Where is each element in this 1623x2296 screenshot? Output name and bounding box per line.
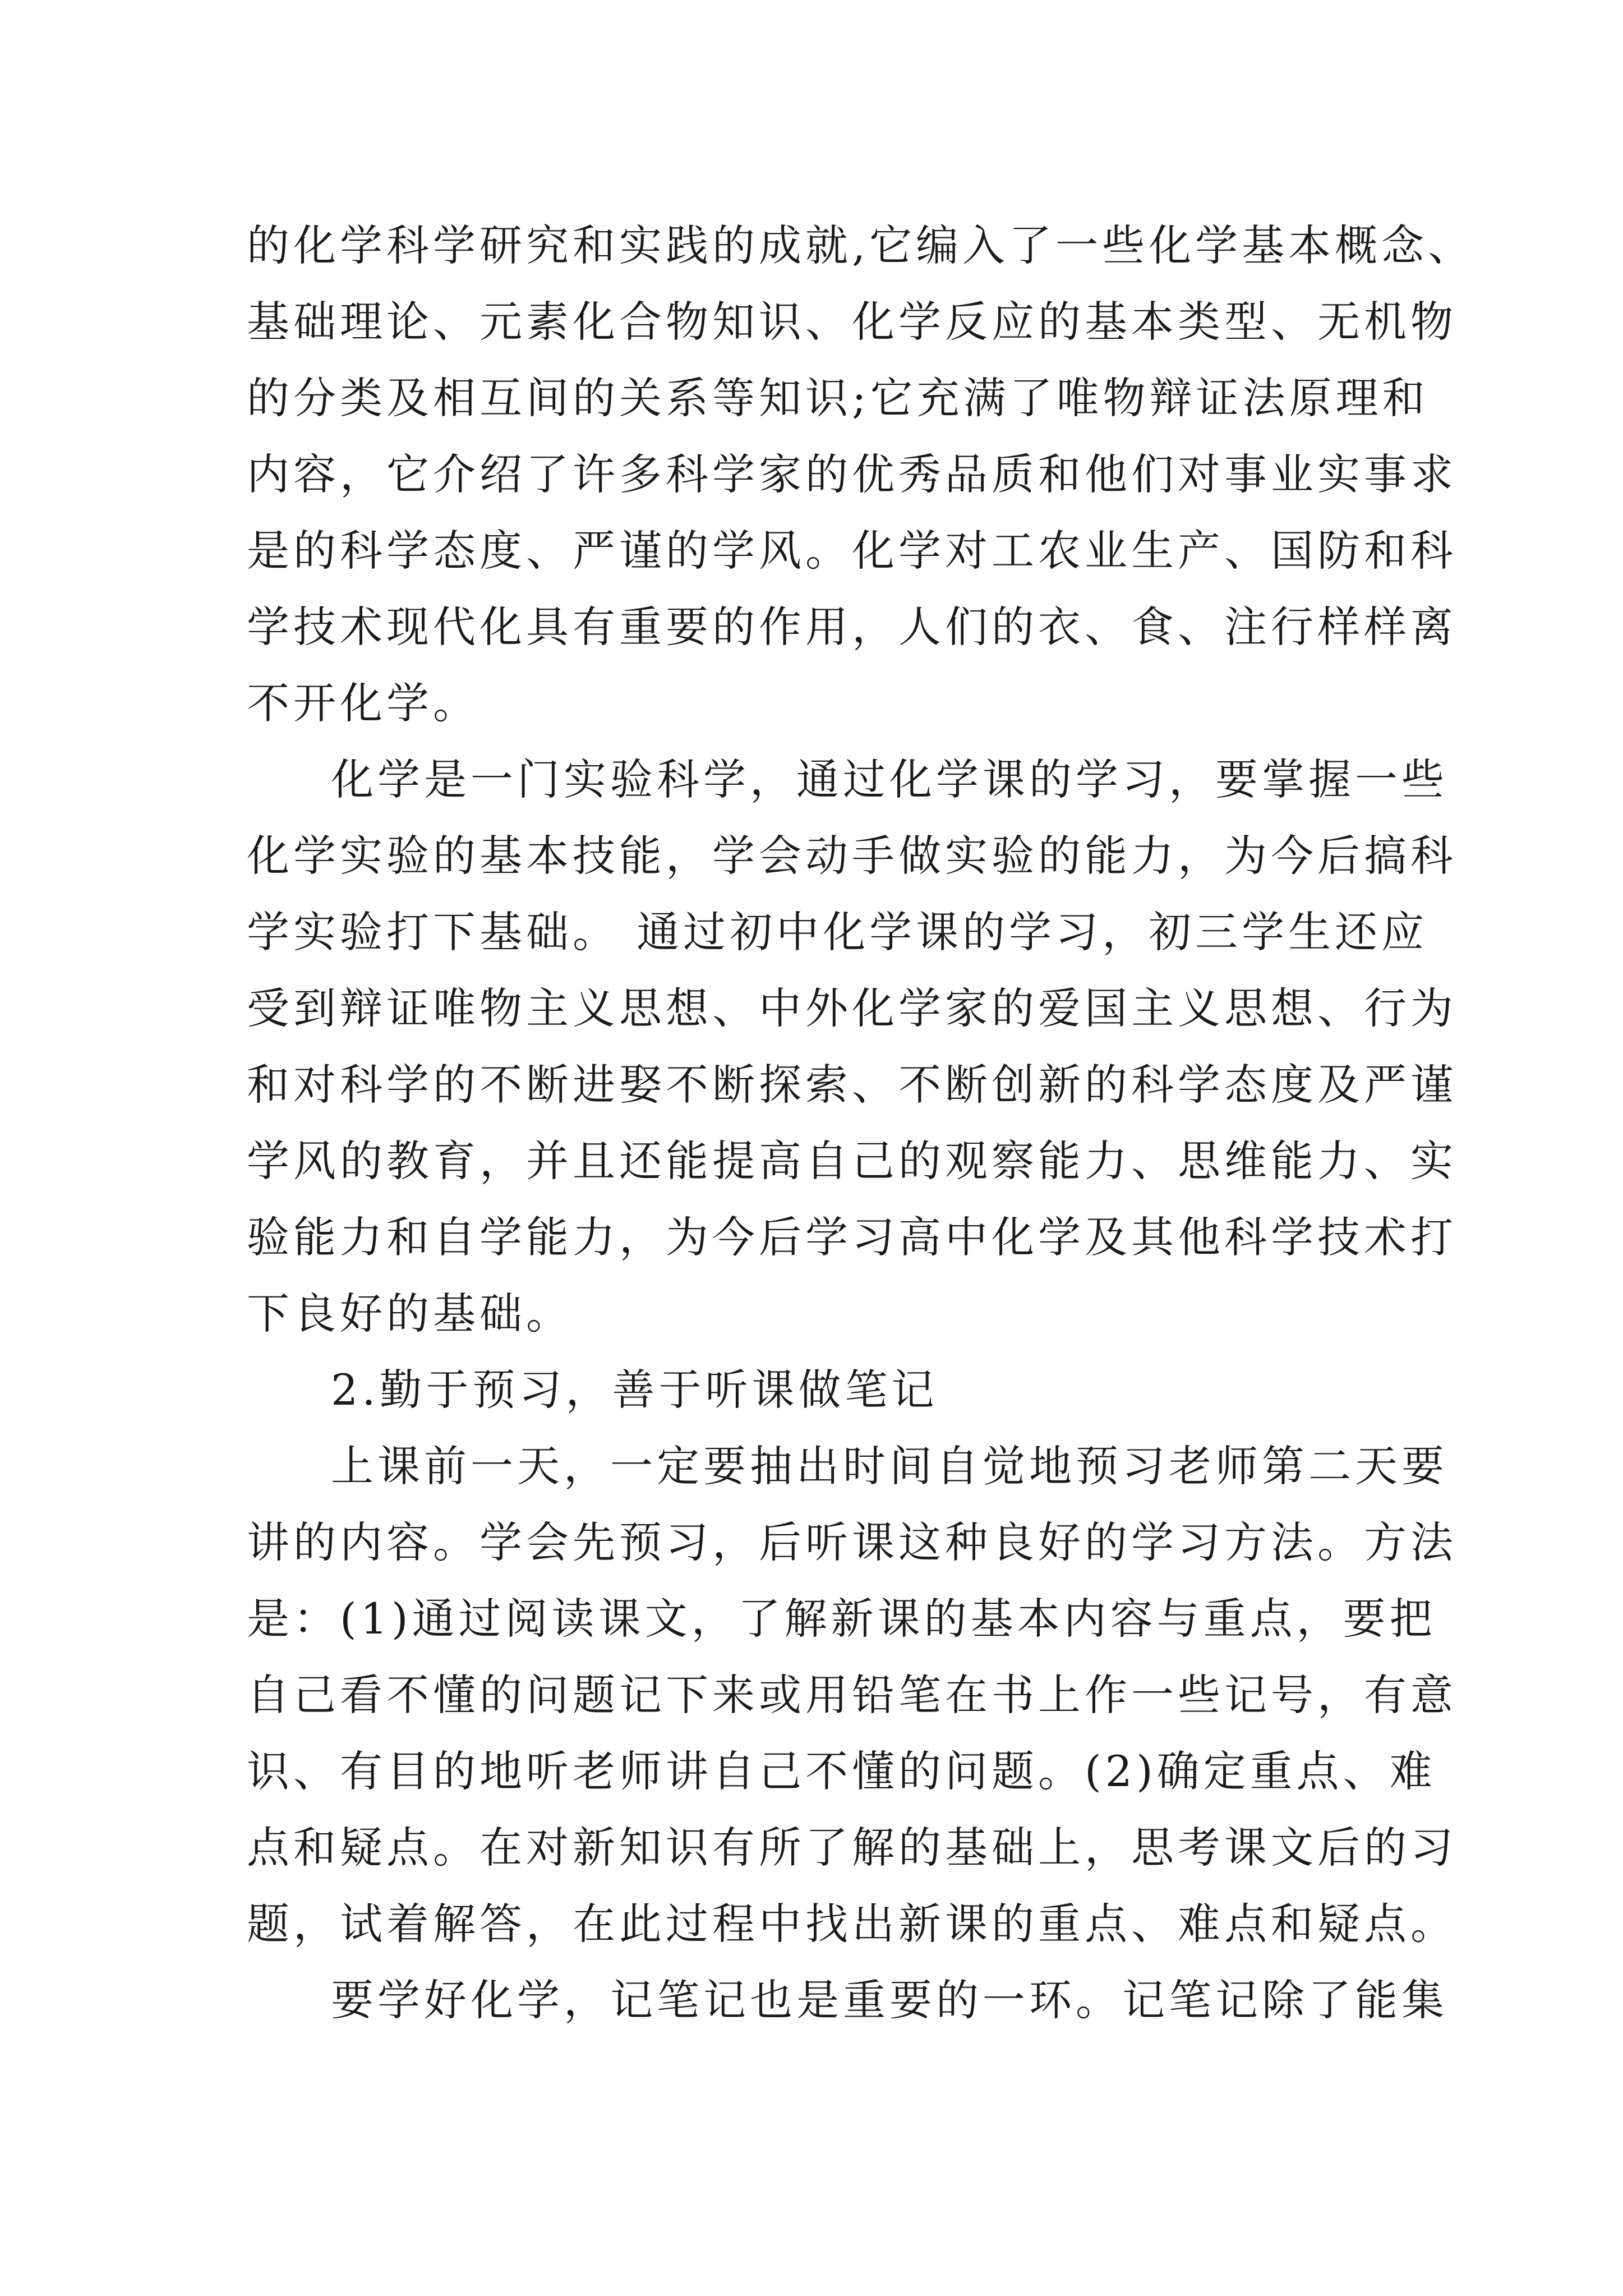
text-line: 是：(1)通过阅读课文，了解新课的基本内容与重点，要把 <box>247 1594 1436 1644</box>
text-line: 识、有目的地听老师讲自己不懂的问题。(2)确定重点、难 <box>247 1746 1436 1796</box>
heading-text: 2.勤于预习，善于听课做笔记 <box>331 1365 938 1415</box>
section-heading <box>247 1352 1413 1428</box>
text-line: 是的科学态度、严谨的学风。化学对工农业生产、国防和科 <box>247 526 1457 576</box>
text-line: 化学是一门实验科学，通过化学课的学习，要掌握一些 <box>331 754 1448 804</box>
text-line: 点和疑点。在对新知识有所了解的基础上，思考课文后的习 <box>247 1823 1457 1872</box>
text-line: 验能力和自学能力，为今后学习高中化学及其他科学技术打 <box>247 1212 1457 1262</box>
text-line: 化学实验的基本技能，学会动手做实验的能力，为今后搞科 <box>247 831 1457 881</box>
text-line: 讲的内容。学会先预习，后听课这种良好的学习方法。方法 <box>247 1517 1457 1567</box>
text-line: 要学好化学，记笔记也是重要的一环。记笔记除了能集 <box>331 1975 1448 2025</box>
text-line: 的化学科学研究和实践的成就,它编入了一些化学基本概念、 <box>247 220 1475 270</box>
paragraph <box>247 1962 1448 2039</box>
text-line: 上课前一天，一定要抽出时间自觉地预习老师第二天要 <box>331 1441 1448 1491</box>
text-line: 基础理论、元素化合物知识、化学反应的基本类型、无机物 <box>247 297 1457 347</box>
text-line: 不开化学。 <box>247 678 479 728</box>
text-line: 下良好的基础。 <box>247 1289 573 1338</box>
text-line: 内容，它介绍了许多科学家的优秀品质和他们对事业实事求 <box>247 449 1457 499</box>
text-line: 和对科学的不断进娶不断探索、不断创新的科学态度及严谨 <box>247 1060 1457 1110</box>
text-line: 学风的教育，并且还能提高自己的观察能力、思维能力、实 <box>247 1136 1457 1186</box>
text-line: 的分类及相互间的关系等知识;它充满了唯物辩证法原理和 <box>247 373 1429 423</box>
paragraph <box>247 742 1457 1352</box>
text-line: 题，试着解答，在此过程中找出新课的重点、难点和疑点。 <box>247 1899 1457 1949</box>
text-line: 受到辩证唯物主义思想、中外化学家的爱国主义思想、行为 <box>247 983 1457 1033</box>
text-line: 自己看不懂的问题记下来或用铅笔在书上作一些记号，有意 <box>247 1670 1457 1720</box>
paragraph <box>247 208 1475 742</box>
text-line: 学技术现代化具有重要的作用，人们的衣、食、注行样样离 <box>247 602 1457 652</box>
text-line: 学实验打下基础。 通过初中化学课的学习，初三学生还应 <box>247 907 1428 957</box>
body-text <box>247 208 1475 2039</box>
paragraph <box>247 1428 1457 1962</box>
